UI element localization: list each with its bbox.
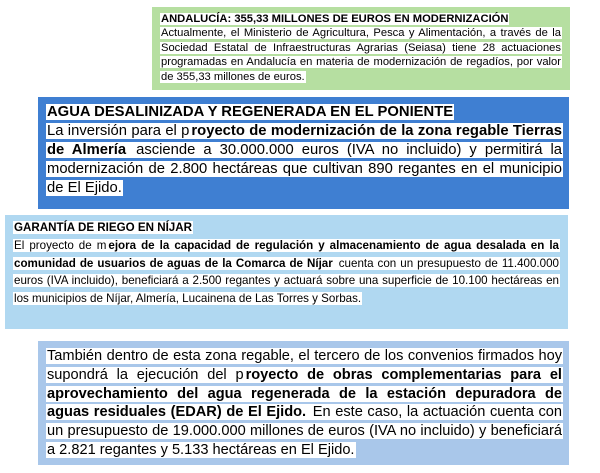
andalucia-paragraph bbox=[160, 26, 562, 84]
poniente-box bbox=[38, 97, 569, 209]
andalucia-box bbox=[152, 7, 570, 90]
nijar-title bbox=[13, 220, 560, 235]
edar-text-1: También dentro de esta zona regable, el tercero de los convenios firmados hoy supondrá la ejecución del p bbox=[47, 348, 562, 383]
edar-bold-text: royecto de obras complementarias para el aprovechamiento del agua regenerada de la estación depuradora de aguas residuales (EDAR) de El Ejido. bbox=[47, 366, 562, 421]
poniente-paragraph bbox=[46, 122, 563, 198]
poniente-title-text: AGUA DESALINIZADA Y REGENERADA EN EL PONIENTE bbox=[47, 104, 454, 120]
edar-paragraph bbox=[46, 347, 563, 460]
poniente-title bbox=[46, 103, 563, 122]
nijar-box bbox=[5, 215, 568, 329]
edar-text-2: En este caso, la actuación cuenta con un presupuesto de 19.000.000 millones de euros (IVA no incluido) y beneficiará a 2.821 regantes y 5.133 hectáreas en El Ejido. bbox=[47, 404, 562, 458]
andalucia-title bbox=[160, 12, 562, 26]
andalucia-title-text: ANDALUCÍA: 355,33 MILLONES DE EUROS EN MODERNIZACIÓN bbox=[161, 13, 509, 25]
edar-box bbox=[38, 341, 569, 465]
nijar-bold-text: ejora de la capacidad de regulación y almacenamiento de agua desalada en la comunidad de usuarios de aguas de la Comarca de Níjar bbox=[14, 239, 560, 270]
nijar-text-2: cuenta con un presupuesto de 11.400.000 euros (IVA incluido), beneficiará a 2.500 regantes y actuará sobre una superficie de 10.100 hectáreas en los municipios de Níjar, Almería, Lucainena de Las Torres y Sorbas. bbox=[14, 256, 559, 305]
nijar-paragraph bbox=[13, 237, 560, 307]
nijar-title-text: GARANTÍA DE RIEGO EN NÍJAR bbox=[14, 221, 192, 234]
nijar-text-1: El proyecto de m bbox=[14, 239, 107, 252]
poniente-bold-text: royecto de modernización de la zona regable Tierras de Almería bbox=[47, 123, 562, 158]
andalucia-paragraph-text: Actualmente, el Ministerio de Agricultura, Pesca y Alimentación, a través de la Sociedad Estatal de Infraestructuras Agrarias (Seiasa) tiene 28 actuaciones programadas en Andalucía en materia de modernización de regadíos, por valor de 355,33 millones de euros. bbox=[161, 27, 561, 83]
poniente-text-2: asciende a 30.000.000 euros (IVA no incluido) y permitirá la modernización de 2.800 hectáreas que cultivan 890 regantes en el municipio de El Ejido. bbox=[47, 142, 562, 196]
poniente-text-1: La inversión para el p bbox=[47, 123, 190, 139]
